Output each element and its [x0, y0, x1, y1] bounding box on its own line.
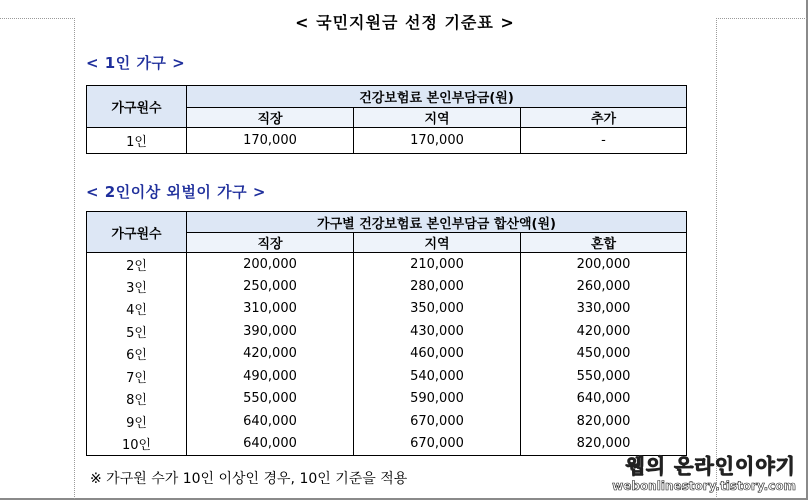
sub-header-workplace: 직장 — [187, 108, 354, 128]
group-header: 가구별 건강보험료 본인부담금 합산액(원) — [187, 212, 687, 233]
col-household-header: 가구원수 — [87, 86, 187, 128]
table-row — [87, 343, 687, 366]
table-row — [87, 128, 687, 154]
footnote: ※ 가구원 수가 10인 이상인 경우, 10인 기준을 적용 — [90, 471, 408, 487]
table-row — [87, 433, 687, 456]
cell-value: 460,000 — [354, 343, 521, 366]
cell-value: 820,000 — [521, 433, 687, 456]
table-row — [87, 365, 687, 388]
cell-value: 350,000 — [354, 298, 521, 321]
watermark-url: webonlinestory.tistory.com — [612, 479, 796, 493]
cell-value: 280,000 — [354, 275, 521, 298]
sub-header-mixed: 혼합 — [521, 233, 687, 253]
cell-value: 670,000 — [354, 410, 521, 433]
cell-value: 170,000 — [187, 128, 354, 154]
cell-value: 430,000 — [354, 320, 521, 343]
cell-value: 640,000 — [187, 433, 354, 456]
row-label: 10인 — [87, 433, 187, 456]
cell-value: 250,000 — [187, 275, 354, 298]
table-row — [87, 388, 687, 411]
row-label: 3인 — [87, 275, 187, 298]
row-label: 5인 — [87, 320, 187, 343]
row-label: 9인 — [87, 410, 187, 433]
cell-value: 540,000 — [354, 365, 521, 388]
cell-value: 210,000 — [354, 253, 521, 276]
table-row — [87, 298, 687, 321]
cell-value: 310,000 — [187, 298, 354, 321]
cell-value: 550,000 — [187, 388, 354, 411]
cell-value: 640,000 — [187, 410, 354, 433]
table-row — [87, 275, 687, 298]
cell-value: 260,000 — [521, 275, 687, 298]
multi-table-body — [87, 253, 687, 456]
table-row — [87, 253, 687, 276]
row-label: 4인 — [87, 298, 187, 321]
single-household-table — [86, 85, 687, 154]
sub-header-regional: 지역 — [354, 108, 521, 128]
cell-value: 450,000 — [521, 343, 687, 366]
section-heading-single: < 1인 가구 > — [86, 54, 186, 72]
cell-value: 420,000 — [187, 343, 354, 366]
sub-header-regional: 지역 — [354, 233, 521, 253]
row-label: 7인 — [87, 365, 187, 388]
sub-header-workplace: 직장 — [187, 233, 354, 253]
section-heading-multi: < 2인이상 외벌이 가구 > — [86, 183, 266, 201]
cell-value: 200,000 — [521, 253, 687, 276]
page-title: < 국민지원금 선정 기준표 > — [295, 13, 515, 32]
cell-value: 550,000 — [521, 365, 687, 388]
cell-value: 590,000 — [354, 388, 521, 411]
multi-household-table — [86, 211, 687, 456]
table-row — [87, 320, 687, 343]
cell-value: 640,000 — [521, 388, 687, 411]
cell-value: 820,000 — [521, 410, 687, 433]
watermark-title: 웹의 온라인이야기 — [625, 454, 796, 478]
page-guide-top-left — [74, 18, 75, 499]
row-label: 6인 — [87, 343, 187, 366]
cell-value: 390,000 — [187, 320, 354, 343]
group-header: 건강보험료 본인부담금(원) — [187, 86, 687, 108]
cell-value: 420,000 — [521, 320, 687, 343]
cell-value: 200,000 — [187, 253, 354, 276]
col-household-header: 가구원수 — [87, 212, 187, 253]
row-label: 2인 — [87, 253, 187, 276]
cell-value: 330,000 — [521, 298, 687, 321]
cell-value: 490,000 — [187, 365, 354, 388]
table-row — [87, 410, 687, 433]
watermark — [612, 450, 796, 493]
sub-header-additional: 추가 — [521, 108, 687, 128]
cell-value: 170,000 — [354, 128, 521, 154]
page-guide-right — [716, 18, 717, 499]
row-label: 8인 — [87, 388, 187, 411]
cell-value: 670,000 — [354, 433, 521, 456]
cell-value: - — [521, 128, 687, 154]
row-label: 1인 — [87, 128, 187, 154]
